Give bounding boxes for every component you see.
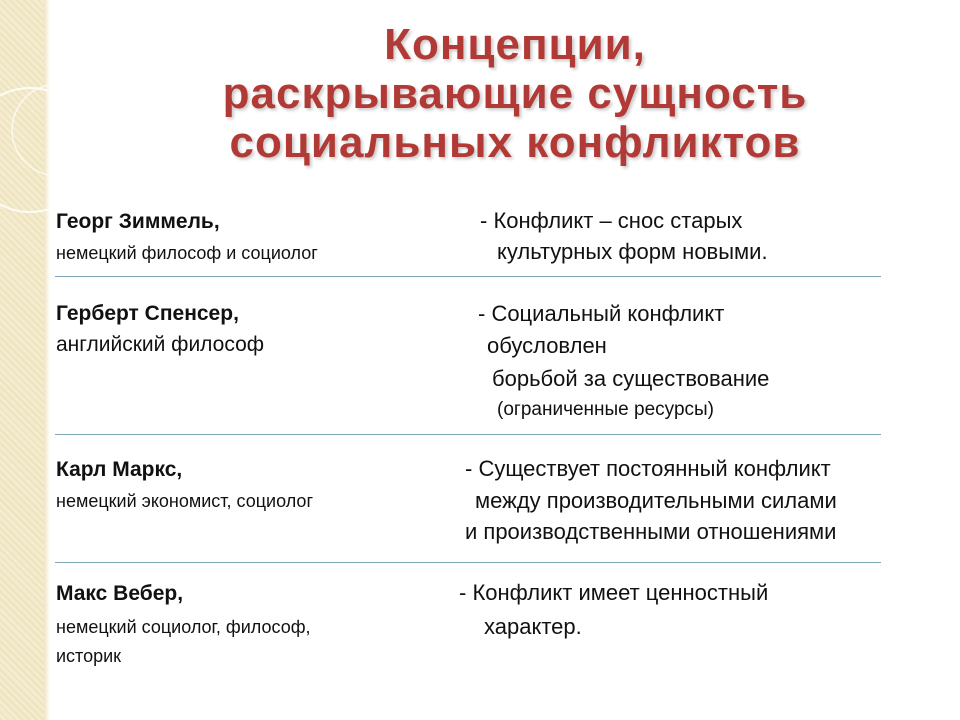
entry-description-line: - Конфликт имеет ценностный	[459, 580, 769, 605]
entry-description-line: обусловлен	[487, 333, 607, 358]
entry-description-line: характер.	[484, 614, 582, 639]
entry-role: немецкий экономист, социолог	[56, 491, 314, 511]
title-line-2: раскрывающие сущность	[222, 69, 808, 118]
entry-role: английский философ	[56, 333, 265, 356]
entry-description-line: - Конфликт – снос старых	[480, 208, 743, 233]
entry-description-line: борьбой за существование	[492, 366, 770, 391]
entry-description-line: между производительными силами	[475, 488, 837, 513]
entry-name: Карл Маркс,	[56, 458, 183, 481]
slide-title	[180, 20, 850, 167]
title-line-1: Концепции,	[384, 20, 646, 69]
entry-role: немецкий философ и социолог	[56, 243, 318, 263]
entry-description-line: - Существует постоянный конфликт	[465, 456, 831, 481]
entry-role: немецкий социолог, философ,	[56, 617, 311, 637]
decorative-circles	[0, 60, 140, 230]
entry-name: Георг Зиммель,	[56, 210, 220, 233]
title-line-3: социальных конфликтов	[229, 118, 801, 167]
entry-role: историк	[56, 646, 122, 666]
entry-description-line: (ограниченные ресурсы)	[497, 399, 714, 420]
row-separator	[55, 562, 881, 563]
entry-description-line: - Социальный конфликт	[478, 301, 725, 326]
entry-name: Герберт Спенсер,	[56, 302, 239, 325]
entry-description-line: культурных форм новыми.	[497, 239, 768, 264]
row-separator	[55, 276, 881, 277]
entry-description-line: и производственными отношениями	[465, 519, 837, 544]
row-separator	[55, 434, 881, 435]
entry-name: Макс Вебер,	[56, 582, 184, 605]
